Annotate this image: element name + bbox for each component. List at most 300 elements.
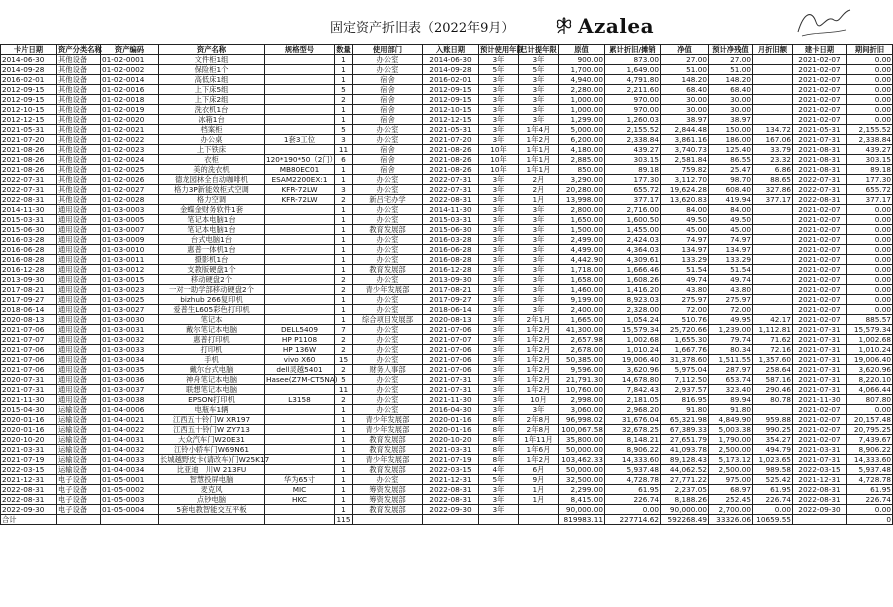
table-cell: 上下床2组 — [159, 95, 265, 105]
table-cell: 9月 — [519, 475, 559, 485]
table-cell: 2012-09-15 — [423, 85, 479, 95]
table-cell: 2014-11-30 — [1, 205, 57, 215]
table-cell: 5 — [335, 125, 353, 135]
table-cell: 01-03-0032 — [101, 335, 159, 345]
table-cell: HKC — [265, 495, 335, 505]
table-cell: 2015-03-31 — [1, 215, 57, 225]
table-cell: 01-02-0001 — [101, 55, 159, 65]
table-cell: 1年1月 — [519, 145, 559, 155]
table-cell: 303.15 — [605, 155, 661, 165]
table-cell: 177.30 — [605, 175, 661, 185]
table-cell: 3,112.70 — [661, 175, 709, 185]
table-cell: 2021-02-07 — [793, 65, 847, 75]
table-cell: 2 — [335, 195, 353, 205]
table-body — [1, 55, 893, 525]
table-cell: 148.20 — [709, 75, 753, 85]
table-cell: 2021-02-07 — [793, 255, 847, 265]
table-cell: 20,157.48 — [847, 415, 893, 425]
table-cell: 教育发展部 — [353, 505, 423, 515]
table-cell: 上下床5组 — [159, 85, 265, 95]
table-cell — [265, 285, 335, 295]
table-cell: 2012-12-15 — [1, 115, 57, 125]
table-cell: 8,923.03 — [605, 295, 661, 305]
table-row — [1, 125, 893, 135]
table-cell: 2 — [335, 365, 353, 375]
table-cell: 30.00 — [709, 105, 753, 115]
table-cell: 3年 — [479, 355, 519, 365]
table-cell: 91.80 — [709, 405, 753, 415]
table-cell: 0.00 — [847, 75, 893, 85]
table-cell: 61.95 — [847, 485, 893, 495]
table-cell: 1套3工位 — [265, 135, 335, 145]
table-cell — [265, 275, 335, 285]
table-cell: 办公室 — [353, 205, 423, 215]
table-cell — [265, 125, 335, 135]
table-cell: 5,937.48 — [847, 465, 893, 475]
table-cell: 2021-07-31 — [793, 135, 847, 145]
table-cell: 2月 — [519, 185, 559, 195]
table-cell: dell灵越5401 — [265, 365, 335, 375]
table-cell: 323.40 — [709, 385, 753, 395]
table-cell: 2021-03-31 — [1, 445, 57, 455]
table-cell: 2021-05-31 — [793, 125, 847, 135]
table-row — [1, 475, 893, 485]
table-cell: L3158 — [265, 395, 335, 405]
table-cell: 0.00 — [847, 215, 893, 225]
table-cell: 01-03-0027 — [101, 305, 159, 315]
table-cell: 80.34 — [709, 345, 753, 355]
table-cell: 1 — [335, 235, 353, 245]
table-cell: 1,002.68 — [605, 335, 661, 345]
table-cell: 2012-09-15 — [1, 95, 57, 105]
table-cell: 19,006.40 — [605, 355, 661, 365]
table-cell: 2021-07-31 — [1, 385, 57, 395]
table-cell: 通用设备 — [57, 255, 101, 265]
table-cell: 2021-07-31 — [793, 385, 847, 395]
table-cell: 2022-08-31 — [423, 495, 479, 505]
table-cell: 01-03-0034 — [101, 355, 159, 365]
table-cell: 3年 — [479, 95, 519, 105]
table-cell: 1,511.55 — [709, 355, 753, 365]
table-cell: 2 — [335, 345, 353, 355]
table-cell: ESAM2200EX:1 — [265, 175, 335, 185]
table-cell: 2016-06-28 — [423, 245, 479, 255]
table-cell: 通用设备 — [57, 265, 101, 275]
table-row — [1, 195, 893, 205]
table-cell: 1 — [335, 415, 353, 425]
table-cell: 3年 — [479, 315, 519, 325]
table-cell: 5年 — [479, 475, 519, 485]
table-cell: 1 — [335, 295, 353, 305]
table-cell: 258.64 — [753, 365, 793, 375]
table-cell: 900.00 — [559, 55, 605, 65]
table-cell: 2021-02-07 — [793, 235, 847, 245]
table-cell: 148.20 — [661, 75, 709, 85]
table-cell: 2020-10-20 — [1, 435, 57, 445]
table-cell — [265, 255, 335, 265]
table-cell: 教育发展部 — [353, 265, 423, 275]
table-cell — [265, 295, 335, 305]
table-cell: 2021-07-06 — [423, 325, 479, 335]
table-cell: 4,442.90 — [559, 255, 605, 265]
table-cell: 3年 — [479, 265, 519, 275]
table-cell: 办公室 — [353, 375, 423, 385]
table-row — [1, 345, 893, 355]
table-cell: 2021-02-07 — [793, 315, 847, 325]
table-cell: 3年 — [479, 405, 519, 415]
table-cell: 1 — [335, 175, 353, 185]
table-cell: 通用设备 — [57, 245, 101, 255]
table-cell: 3年 — [479, 285, 519, 295]
table-cell: 90,000.00 — [559, 505, 605, 515]
table-cell — [159, 515, 265, 525]
table-cell: 2021-02-07 — [793, 265, 847, 275]
table-cell: 0.00 — [605, 505, 661, 515]
table-cell: 2021-02-07 — [793, 435, 847, 445]
table-cell: KFR-72LW — [265, 185, 335, 195]
table-cell: 68.97 — [709, 485, 753, 495]
table-cell: 4,066.44 — [847, 385, 893, 395]
table-cell: 2021-02-07 — [793, 245, 847, 255]
table-cell: 2021-08-31 — [793, 165, 847, 175]
table-cell: 1 — [335, 445, 353, 455]
table-cell — [265, 55, 335, 65]
table-cell: 25,720.66 — [661, 325, 709, 335]
table-cell — [265, 105, 335, 115]
table-cell: 11 — [335, 145, 353, 155]
table-cell: 2021-07-06 — [423, 345, 479, 355]
table-cell: 1,667.76 — [661, 345, 709, 355]
table-cell: 移动硬盘2个 — [159, 275, 265, 285]
table-cell: 1,357.60 — [753, 355, 793, 365]
table-cell: 177.30 — [847, 175, 893, 185]
table-cell: 2,581.84 — [661, 155, 709, 165]
table-cell: 1 — [335, 475, 353, 485]
column-header: 资产名称 — [159, 45, 265, 55]
table-header-row — [1, 45, 893, 55]
table-cell — [265, 225, 335, 235]
table-cell: 01-03-0025 — [101, 295, 159, 305]
table-cell: 2021-02-07 — [793, 405, 847, 415]
table-cell: 3年 — [479, 55, 519, 65]
table-cell: 2017-09-27 — [1, 295, 57, 305]
table-cell: 2021-02-07 — [793, 75, 847, 85]
table-cell — [265, 425, 335, 435]
table-cell: 运输设备 — [57, 405, 101, 415]
page-title: 固定资产折旧表（2022年9月） — [330, 21, 515, 36]
table-cell: 2014-11-30 — [423, 205, 479, 215]
table-cell — [753, 95, 793, 105]
column-header: 建卡日期 — [793, 45, 847, 55]
table-cell: 通用设备 — [57, 365, 101, 375]
table-cell: 2016-03-28 — [1, 235, 57, 245]
table-cell — [753, 215, 793, 225]
table-cell: 45.00 — [709, 225, 753, 235]
table-cell: 989.58 — [753, 465, 793, 475]
table-cell: 1年1月 — [519, 165, 559, 175]
table-cell: 2015-03-31 — [423, 215, 479, 225]
table-cell: 71.62 — [753, 335, 793, 345]
table-cell: 2021-07-07 — [1, 335, 57, 345]
table-cell: 德龙园林全自动咖啡机 — [159, 175, 265, 185]
table-cell: 68.40 — [661, 85, 709, 95]
table-cell: 1,790.00 — [709, 435, 753, 445]
table-cell: 合计 — [1, 515, 57, 525]
table-cell: 120*190*50（2门） — [266, 155, 337, 164]
total-row — [1, 515, 893, 525]
table-cell: 2年1月 — [519, 315, 559, 325]
table-cell: 167.06 — [753, 135, 793, 145]
table-cell: 30.00 — [709, 95, 753, 105]
table-cell: 3年 — [479, 325, 519, 335]
table-cell: 90,000.00 — [661, 505, 709, 515]
table-cell — [753, 105, 793, 115]
column-header: 预计使用年限 — [480, 45, 524, 54]
table-cell: 0.00 — [847, 225, 893, 235]
table-cell: 0.00 — [847, 105, 893, 115]
table-cell: 2,400.00 — [559, 305, 605, 315]
table-cell: 19,006.40 — [847, 355, 893, 365]
table-row — [1, 315, 893, 325]
table-cell: 2021-07-06 — [1, 365, 57, 375]
table-cell: 宿舍 — [353, 145, 423, 155]
table-cell: 50,000.00 — [559, 445, 605, 455]
table-cell — [265, 95, 335, 105]
table-cell: 2022-07-31 — [1, 185, 57, 195]
table-cell: 1 — [335, 115, 353, 125]
table-cell: 2016-12-28 — [1, 265, 57, 275]
table-cell: 8,906.22 — [847, 445, 893, 455]
table-row — [1, 135, 893, 145]
table-cell: 办公室 — [353, 305, 423, 315]
table-cell: 2012-10-15 — [423, 105, 479, 115]
table-cell: 0.00 — [847, 405, 893, 415]
table-cell: 226.74 — [753, 495, 793, 505]
table-cell: 01-02-0026 — [101, 175, 159, 185]
table-cell: 5年 — [479, 65, 519, 75]
table-cell: 2022-03-15 — [1, 465, 57, 475]
table-cell: 5,173.12 — [709, 455, 753, 465]
table-cell: 其他设备 — [57, 55, 101, 65]
table-cell: 32,678.25 — [605, 425, 661, 435]
table-cell: 819983.11 — [559, 515, 605, 525]
table-cell — [753, 75, 793, 85]
table-cell: 办公室 — [353, 405, 423, 415]
table-cell: 84.00 — [709, 205, 753, 215]
table-cell: 2021-05-31 — [1, 125, 57, 135]
table-cell — [265, 435, 335, 445]
table-cell: 51.00 — [709, 65, 753, 75]
table-cell: 3年 — [519, 285, 559, 295]
table-cell: 1年2月 — [519, 355, 559, 365]
table-cell: 6 — [335, 155, 353, 165]
table-cell: 办公室 — [353, 55, 423, 65]
table-cell: 975.00 — [709, 475, 753, 485]
table-cell: 高低床1组 — [159, 75, 265, 85]
table-cell: 3年 — [479, 75, 519, 85]
table-row — [1, 505, 893, 515]
table-cell: 2021-08-26 — [1, 165, 57, 175]
table-cell — [793, 515, 847, 525]
table-cell: 150.00 — [709, 125, 753, 135]
table-cell: 3年 — [479, 495, 519, 505]
table-cell: 5,975.04 — [661, 365, 709, 375]
table-cell: Hasee(Z7M-CT5NA) — [266, 375, 338, 384]
table-cell — [265, 455, 335, 465]
table-cell: 01-03-0037 — [101, 385, 159, 395]
table-cell: 30.00 — [661, 105, 709, 115]
table-cell: 2022-07-31 — [793, 175, 847, 185]
table-cell: 1,010.24 — [847, 345, 893, 355]
table-cell: 1 — [335, 205, 353, 215]
table-cell: 1 — [335, 105, 353, 115]
table-cell: 2013-09-30 — [1, 275, 57, 285]
table-cell: 133.29 — [661, 255, 709, 265]
table-cell: 电子设备 — [57, 505, 101, 515]
table-row — [1, 415, 893, 425]
table-cell: 3年 — [519, 75, 559, 85]
table-cell: 3年 — [479, 195, 519, 205]
table-cell: 2,299.00 — [559, 485, 605, 495]
column-header: 资产分类名称 — [58, 45, 102, 54]
table-cell: 教育发展部 — [353, 435, 423, 445]
table-cell: 84.00 — [661, 205, 709, 215]
table-cell: 办公室 — [353, 235, 423, 245]
table-cell: 2021-07-31 — [793, 355, 847, 365]
table-row — [1, 265, 893, 275]
table-cell: 2,338.84 — [605, 135, 661, 145]
table-cell: 办公室 — [353, 65, 423, 75]
table-cell: 4年 — [479, 465, 519, 475]
table-cell: 2021-12-31 — [1, 475, 57, 485]
table-cell: 宿舍 — [353, 75, 423, 85]
table-cell: 01-03-0038 — [101, 395, 159, 405]
table-cell: 20,795.25 — [847, 425, 893, 435]
table-cell: 51.54 — [709, 265, 753, 275]
table-cell: 运输设备 — [57, 445, 101, 455]
table-cell: 850.00 — [559, 165, 605, 175]
table-cell: 01-04-0033 — [101, 455, 159, 465]
table-cell: 01-04-0034 — [101, 465, 159, 475]
table-cell: 134.72 — [753, 125, 793, 135]
table-cell: 1 — [335, 165, 353, 175]
table-cell: 2022-07-31 — [423, 175, 479, 185]
table-cell: 美的洗衣机 — [159, 165, 265, 175]
table-row — [1, 285, 893, 295]
table-cell — [753, 55, 793, 65]
table-row — [1, 445, 893, 455]
table-cell: 51.00 — [661, 65, 709, 75]
table-cell: 3年 — [519, 85, 559, 95]
table-cell: 筹资发展部 — [353, 485, 423, 495]
table-cell: 592268.49 — [661, 515, 709, 525]
table-cell: 103,462.33 — [559, 455, 605, 465]
table-cell: 江西五十铃门W ZY713 — [159, 425, 265, 435]
table-cell: 档案柜 — [159, 125, 265, 135]
table-cell: 2016-08-28 — [1, 255, 57, 265]
table-cell: 其他设备 — [57, 135, 101, 145]
table-cell: 608.40 — [709, 185, 753, 195]
table-cell — [265, 445, 335, 455]
table-cell: 27,771.22 — [661, 475, 709, 485]
table-cell: 3年 — [479, 375, 519, 385]
table-cell: 通用设备 — [57, 235, 101, 245]
table-cell: 教育发展部 — [353, 445, 423, 455]
table-cell: 1月 — [519, 485, 559, 495]
table-cell: 01-02-0019 — [101, 105, 159, 115]
table-cell: 教育发展部 — [353, 465, 423, 475]
table-cell: 2017-08-21 — [1, 285, 57, 295]
table-cell: 宿舍 — [353, 115, 423, 125]
table-cell — [265, 235, 335, 245]
table-cell: 0.00 — [847, 95, 893, 105]
table-cell — [753, 295, 793, 305]
table-cell: 4,849.90 — [709, 415, 753, 425]
table-cell — [753, 85, 793, 95]
table-row — [1, 225, 893, 235]
table-cell: 2,657.98 — [559, 335, 605, 345]
table-cell: 办公桌 — [159, 135, 265, 145]
table-cell: 2,328.00 — [605, 305, 661, 315]
table-cell: 3年 — [479, 345, 519, 355]
table-cell: 2021-07-31 — [423, 375, 479, 385]
table-cell: 2,155.52 — [605, 125, 661, 135]
table-cell: 其他设备 — [57, 115, 101, 125]
table-cell: 89.18 — [605, 165, 661, 175]
table-cell: 2021-07-31 — [423, 385, 479, 395]
table-row — [1, 355, 893, 365]
table-cell: 655.72 — [847, 185, 893, 195]
table-cell: 1 — [335, 215, 353, 225]
table-cell: 8,415.00 — [559, 495, 605, 505]
table-cell: 智慧投屏电脑 — [159, 475, 265, 485]
table-cell: 2021-11-30 — [1, 395, 57, 405]
table-cell: 2021-07-20 — [1, 135, 57, 145]
table-cell: 4,499.00 — [559, 245, 605, 255]
table-cell: 3,740.73 — [661, 145, 709, 155]
table-cell — [265, 385, 335, 395]
table-cell: 290.46 — [753, 385, 793, 395]
table-cell: 287.97 — [709, 365, 753, 375]
table-row — [1, 405, 893, 415]
table-cell: 8年 — [479, 445, 519, 455]
table-cell: 2022-08-31 — [423, 485, 479, 495]
table-cell: 2012-09-15 — [423, 95, 479, 105]
table-cell: 41,093.78 — [661, 445, 709, 455]
table-row — [1, 185, 893, 195]
table-cell: 88.65 — [753, 175, 793, 185]
table-cell: 手机 — [159, 355, 265, 365]
table-cell: 2021-03-31 — [423, 445, 479, 455]
table-cell: 6,200.00 — [559, 135, 605, 145]
table-cell — [519, 515, 559, 525]
table-cell: 2021-07-06 — [1, 345, 57, 355]
table-cell — [753, 405, 793, 415]
table-cell: 3年 — [519, 55, 559, 65]
table-cell: 01-05-0003 — [101, 495, 159, 505]
table-cell: 2016-12-28 — [423, 265, 479, 275]
table-cell: 377.17 — [753, 195, 793, 205]
table-cell: 3年 — [479, 215, 519, 225]
table-cell — [265, 315, 335, 325]
table-cell: 1,665.00 — [559, 315, 605, 325]
table-cell: 其他设备 — [57, 175, 101, 185]
table-cell: 青少年发展部 — [353, 285, 423, 295]
table-cell — [753, 245, 793, 255]
table-cell — [265, 515, 335, 525]
table-cell: 3年 — [479, 245, 519, 255]
table-cell: 01-03-0030 — [101, 315, 159, 325]
